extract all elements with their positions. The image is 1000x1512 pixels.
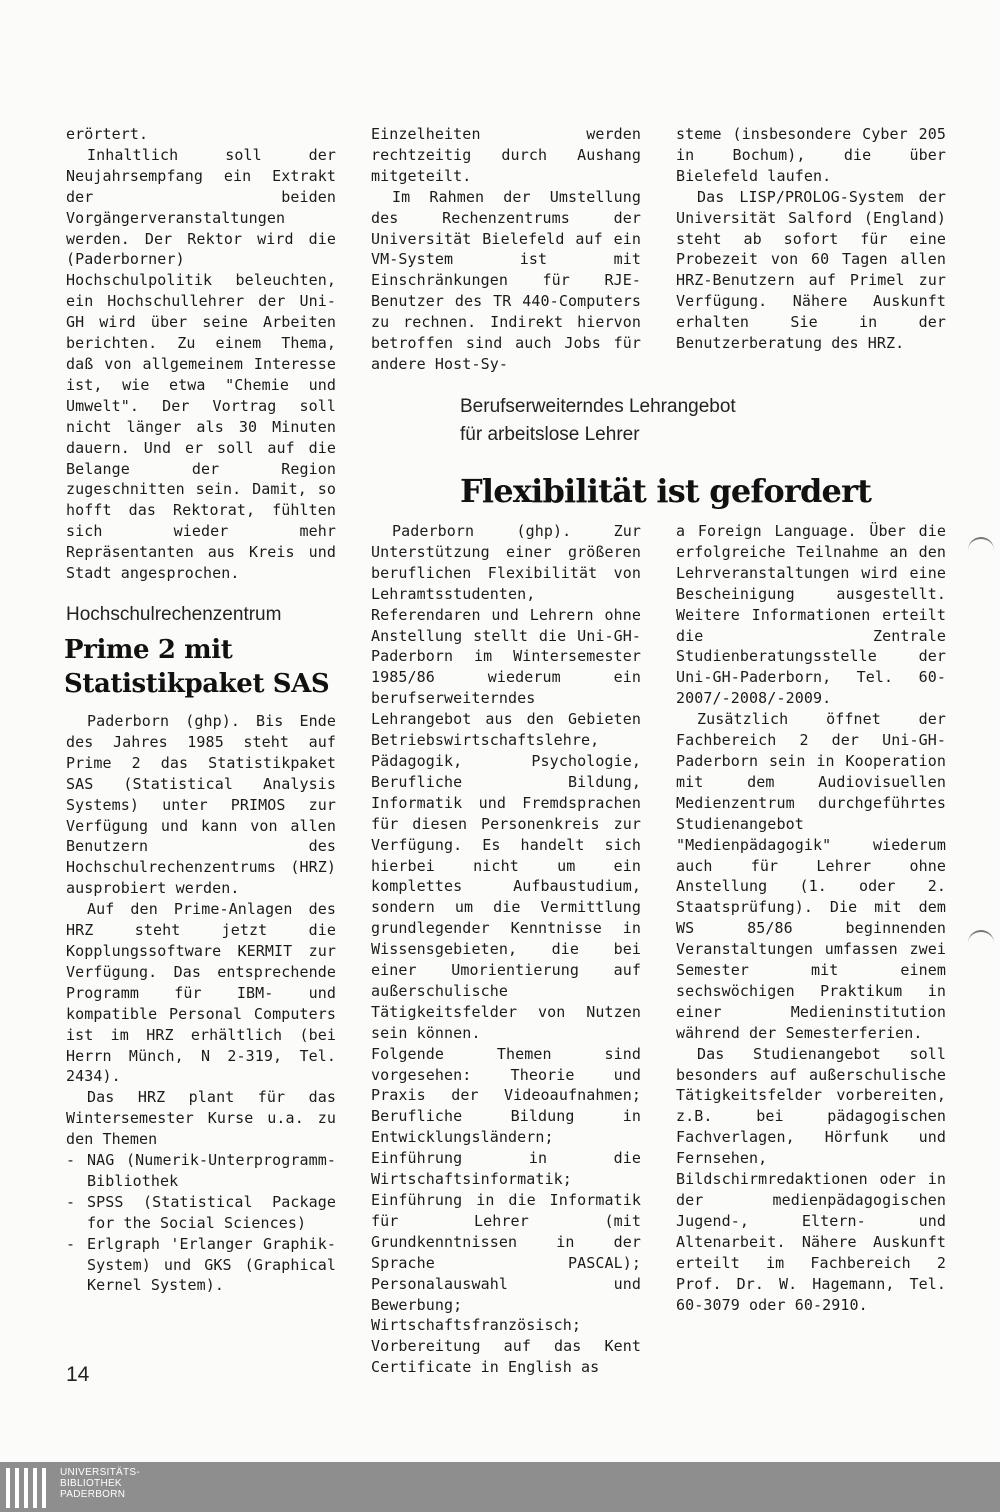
headline-line: Statistikpaket SAS bbox=[64, 669, 330, 699]
binder-hole-mark bbox=[968, 537, 994, 553]
article-body-prime bbox=[66, 711, 336, 1296]
list-item: - Erlgraph 'Erlanger Graphik-System) und GKS (Graphical Kernel System). bbox=[66, 1234, 336, 1297]
paragraph: Folgende Themen sind vorgesehen: Theorie und Praxis der Videoaufnahmen; Berufliche Bildung in Entwicklungsländern; Einführung in die Wirtschaftsinformatik; Einführung in die Informatik für Lehrer (mit Grundkenntnissen in der Sprache PASCAL); Personalauswahl und Bewerbung; Wirtschaftsfranzösisch; Vorbereitung auf das Kent Certificate in English as bbox=[371, 1044, 641, 1377]
paragraph: Zusätzlich öffnet der Fachbereich 2 der Uni-GH-Paderborn sein in Kooperation mit dem Audiovisuellen Medienzentrum durchgeführtes Studienangebot "Medienpädagogik" wiederum auch für Lehrer ohne Anstellung (1. oder 2. Staatsprüfung). Die mit dem WS 85/86 beginnenden Veranstaltungen umfassen zwei Semester mit einem sechswöchigen Praktikum in einer Medieninstitution während der Semesterferien. bbox=[676, 710, 946, 1042]
paragraph: Das LISP/PROLOG-System der Universität Salford (England) steht ab sofort für eine Probezeit von 60 Tagen allen HRZ-Benutzern auf Primel zur Verfügung. Nähere Auskunft erhalten Sie in der Benutzerberatung des HRZ. bbox=[676, 187, 946, 353]
rechenzentrum-notice-column-2 bbox=[676, 124, 946, 354]
article-body-lehrer-column-2 bbox=[676, 521, 946, 1315]
paragraph: Das Studienangebot soll besonders auf außerschulische Tätigkeitsfelder vorbereiten, z.B. bei pädagogischen Fachverlagen, Hörfunk und Fernsehen, Bildschirmredaktionen oder in der medienpädagogischen Jugend-, Eltern- und Altenarbeit. Nähere Auskunft erteilt im Fachbereich 2 Prof. Dr. W. Hagemann, Tel. 60-3079 oder 60-2910. bbox=[676, 1044, 946, 1314]
paragraph: Paderborn (ghp). Zur Unterstützung einer größeren beruflichen Flexibilität von Lehramtsstudenten, Referendaren und Lehrern ohne Anstellung stellt die Uni-GH-Paderborn im Wintersemester 1985/86 wiederum ein berufserweiterndes Lehrangebot aus den Gebieten Betriebswirtschaftslehre, Pädagogik, Psychologie, Berufliche Bildung, Informatik und Fremdsprachen für diesen Personenkreis zur Verfügung. Es handelt sich hierbei nicht um ein komplettes Aufbaustudium, sondern um die Vermittlung grundlegender Kenntnisse in Wissensgebieten, die bei einer Umorientierung auf außerschulische Tätigkeitsfelder von Nutzen sein können. bbox=[371, 522, 641, 1042]
paragraph: Auf den Prime-Anlagen des HRZ steht jetzt die Kopplungssoftware KERMIT zur Verfügung. Das entsprechende Programm für IBM- und kompatible Personal Computers ist im HRZ erhältlich (bei Herrn Münch, N 2-319, Tel. 2434). bbox=[66, 900, 336, 1086]
library-footer-bar bbox=[0, 1462, 1000, 1512]
paragraph: Inhaltlich soll der Neujahrsempfang ein Extrakt der beiden Vorgängerveranstaltungen werden. Der Rektor wird die (Paderborner) Hochschulpolitik beleuchten, ein Hochschullehrer der Uni-GH wird über seine Arbeiten berichten. Zu einem Thema, daß von allgemeinem Interesse ist, wie etwa "Chemie und Umwelt". Der Vortrag soll nicht länger als 30 Minuten dauern. Und er soll auf die Belange der Region zugeschnitten sein. Damit, so hofft das Rektorat, fühlten sich wieder mehr Repräsentanten aus Kreis und Stadt angesprochen. bbox=[66, 145, 336, 583]
library-name: UNIVERSITÄTS- BIBLIOTHEK PADERBORN bbox=[60, 1467, 141, 1500]
page-number: 14 bbox=[66, 1363, 90, 1386]
paragraph: erörtert. bbox=[66, 125, 149, 143]
headline-line: Prime 2 mit bbox=[64, 635, 233, 665]
article-headline-flexibilitaet: Flexibilität ist gefordert bbox=[460, 472, 872, 510]
paragraph: Das HRZ plant für das Wintersemester Kurse u.a. zu den Themen bbox=[66, 1088, 336, 1149]
kicker-line: Berufserweiterndes Lehrangebot bbox=[460, 396, 736, 417]
binder-hole-mark bbox=[968, 930, 994, 946]
paragraph: a Foreign Language. Über die erfolgreiche Teilnahme an den Lehrveranstaltungen wird eine Bescheinigung ausgestellt. Weitere Informationen erteilt die Zentrale Studienberatungsstelle der Uni-GH-Paderborn, Tel. 60-2007/-2008/-2009. bbox=[676, 522, 946, 708]
library-logo-icon bbox=[6, 1468, 50, 1508]
paragraph: Paderborn (ghp). Bis Ende des Jahres 1985 steht auf Prime 2 das Statistikpaket SAS (Statistical Analysis Systems) unter PRIMOS zur Verfügung und kann von allen Benutzern des Hochschulrechenzentrums (HRZ) ausprobiert werden. bbox=[66, 712, 336, 898]
list-item: - SPSS (Statistical Package for the Social Sciences) bbox=[66, 1192, 336, 1234]
paragraph: Einzelheiten werden rechtzeitig durch Aushang mitgeteilt. bbox=[371, 125, 641, 185]
rechenzentrum-notice-column-1 bbox=[371, 124, 641, 375]
previous-article-continuation bbox=[66, 124, 336, 584]
course-topic-list bbox=[66, 1150, 336, 1296]
paragraph: steme (insbesondere Cyber 205 in Bochum), die über Bielefeld laufen. bbox=[676, 125, 946, 185]
article-body-lehrer-column-1 bbox=[371, 521, 641, 1378]
article-kicker-hrz: Hochschulrechenzentrum bbox=[66, 604, 282, 625]
list-item: - NAG (Numerik-Unterprogramm-Bibliothek bbox=[66, 1150, 336, 1192]
paragraph: Im Rahmen der Umstellung des Rechenzentrums der Universität Bielefeld auf ein VM-System ist mit Einschränkungen für RJE-Benutzer des TR 440-Computers zu rechnen. Indirekt hiervon betroffen sind auch Jobs für andere Host-Sy- bbox=[371, 187, 641, 373]
article-headline-prime bbox=[64, 633, 364, 701]
article-kicker-lehrangebot bbox=[460, 393, 860, 449]
kicker-line: für arbeitslose Lehrer bbox=[460, 424, 640, 445]
